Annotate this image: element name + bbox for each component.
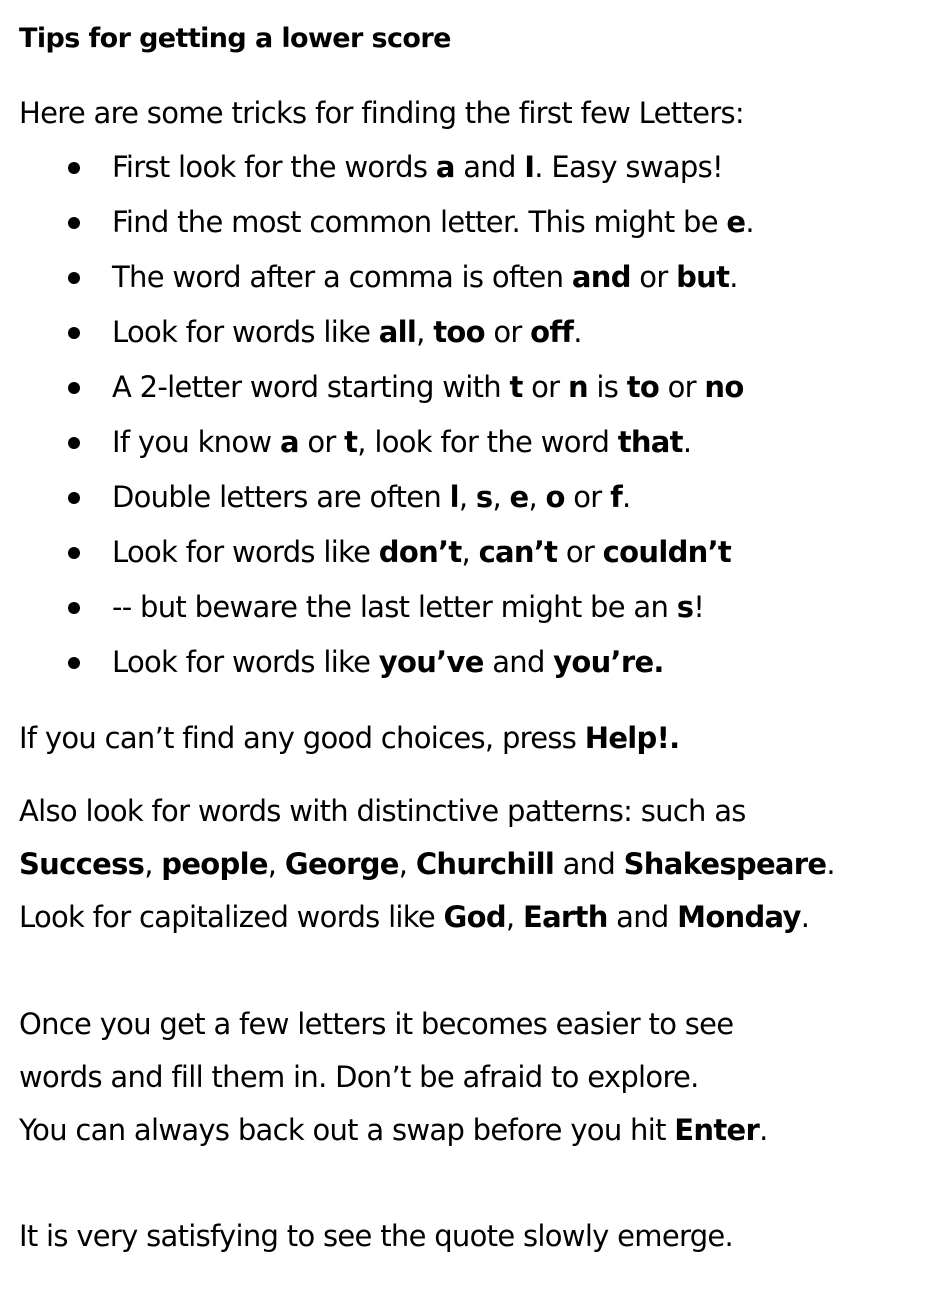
text-segment: -- but beware the last letter might be an (112, 590, 677, 624)
explore-line-2 (19, 1051, 699, 1104)
bullet-icon (68, 217, 80, 229)
bold-keyword: and (571, 260, 631, 294)
text-segment: . (745, 205, 754, 239)
bold-keyword: can’t (478, 535, 558, 569)
patterns-line-3 (19, 891, 809, 944)
tip-text (112, 580, 704, 635)
tip-text (112, 360, 744, 415)
bold-keyword: I (524, 150, 535, 184)
bold-keyword: o (545, 480, 565, 514)
text-segment: Look for words like (112, 315, 379, 349)
text-segment: and (554, 847, 624, 881)
text-segment: and (454, 150, 525, 184)
text-segment: or (564, 480, 611, 514)
text-segment: , (416, 315, 434, 349)
bold-keyword: a (279, 425, 299, 459)
bold-keyword: Shakespeare (623, 847, 827, 881)
bullet-icon (68, 657, 80, 669)
bold-keyword: Success (19, 847, 145, 881)
bold-keyword: Monday (677, 900, 801, 934)
text-segment: . (800, 900, 810, 934)
bold-keyword: too (433, 315, 485, 349)
intro-paragraph: Here are some tricks for finding the first few Letters: (19, 96, 744, 130)
bullet-icon (68, 492, 80, 504)
text-segment: , (492, 480, 510, 514)
text-segment: A 2-letter word starting with (112, 370, 510, 404)
bullet-icon (68, 382, 80, 394)
bold-keyword: Earth (522, 900, 608, 934)
text-segment: or (659, 370, 705, 404)
bold-keyword: to (626, 370, 660, 404)
text-segment: . (729, 260, 738, 294)
text-segment: . (682, 425, 692, 459)
text-segment: First look for the words (112, 150, 436, 184)
tip-text (112, 635, 664, 690)
bullet-icon (68, 272, 80, 284)
bold-keyword: t (344, 425, 358, 459)
text-segment: , (267, 847, 285, 881)
text-segment: , (458, 480, 476, 514)
tip-text (112, 140, 723, 195)
text-segment: , (144, 847, 162, 881)
bullet-icon (68, 162, 80, 174)
text-segment: is (587, 370, 627, 404)
bold-keyword: God (443, 900, 506, 934)
bold-keyword: don’t (378, 535, 462, 569)
text-segment: . (573, 315, 582, 349)
text-segment: Find the most common letter. This might be (112, 205, 727, 239)
bold-keyword: but (676, 260, 730, 294)
tip-text (112, 525, 731, 580)
bullet-icon (68, 437, 80, 449)
text-segment: . Easy swaps! (534, 150, 723, 184)
bold-keyword: couldn’t (602, 535, 732, 569)
text-segment: Once you get a few letters it becomes easier to see (19, 1007, 734, 1041)
text-segment: ! (693, 590, 705, 624)
bold-keyword: n (567, 370, 588, 404)
bold-keyword: e (726, 205, 746, 239)
text-segment: If you know (112, 425, 280, 459)
bullet-icon (68, 327, 80, 339)
text-segment: Also look for words with distinctive patterns: such as (19, 794, 746, 828)
text-segment: or (630, 260, 677, 294)
tip-text (112, 470, 631, 525)
bold-keyword: Help!. (584, 721, 680, 755)
bold-keyword: George (284, 847, 399, 881)
text-segment: You can always back out a swap before you hit (19, 1113, 675, 1147)
text-segment: If you can’t find any good choices, press (19, 721, 585, 755)
explore-line-1 (19, 998, 733, 1051)
bold-keyword: l (449, 480, 459, 514)
bold-keyword: a (435, 150, 455, 184)
document-title: Tips for getting a lower score (19, 23, 451, 54)
text-segment: , (528, 480, 546, 514)
text-segment: . (759, 1113, 768, 1147)
text-segment: or (484, 315, 531, 349)
bold-keyword: e (509, 480, 529, 514)
bold-keyword: all (378, 315, 417, 349)
bold-keyword: no (704, 370, 744, 404)
text-segment: or (557, 535, 603, 569)
text-segment: , (398, 847, 416, 881)
bold-keyword: s (676, 590, 694, 624)
text-segment: It is very satisfying to see the quote slowly emerge. (19, 1219, 734, 1253)
patterns-line-1 (19, 785, 746, 838)
text-segment: , look for the word (357, 425, 618, 459)
bold-keyword: you’ve (378, 645, 484, 679)
bullet-icon (68, 602, 80, 614)
text-segment: words and fill them in. Don’t be afraid to explore. (19, 1060, 699, 1094)
bullet-icon (68, 547, 80, 559)
text-segment: Look for words like (112, 535, 379, 569)
bold-keyword: t (509, 370, 523, 404)
patterns-line-2 (19, 838, 835, 891)
text-segment: Look for words like (112, 645, 379, 679)
bold-keyword: that (617, 425, 683, 459)
closing-paragraph (19, 1210, 733, 1263)
bold-keyword: people (161, 847, 268, 881)
tip-text (112, 250, 738, 305)
help-paragraph (19, 712, 679, 765)
tip-text (112, 415, 691, 470)
text-segment: and (483, 645, 554, 679)
text-segment: The word after a comma is often (112, 260, 572, 294)
bold-keyword: Churchill (415, 847, 555, 881)
bold-keyword: off (530, 315, 574, 349)
explore-line-3 (19, 1104, 768, 1157)
text-segment: or (298, 425, 345, 459)
bold-keyword: f (610, 480, 622, 514)
bold-keyword: s (475, 480, 493, 514)
bold-keyword: you’re. (553, 645, 664, 679)
text-segment: Double letters are often (112, 480, 450, 514)
text-segment: . (826, 847, 835, 881)
text-segment: . (621, 480, 631, 514)
text-segment: or (522, 370, 568, 404)
text-segment: , (505, 900, 523, 934)
bold-keyword: Enter (674, 1113, 760, 1147)
text-segment: and (607, 900, 678, 934)
text-segment: , (461, 535, 479, 569)
text-segment: Look for capitalized words like (19, 900, 444, 934)
tip-text (112, 195, 754, 250)
tip-text (112, 305, 582, 360)
